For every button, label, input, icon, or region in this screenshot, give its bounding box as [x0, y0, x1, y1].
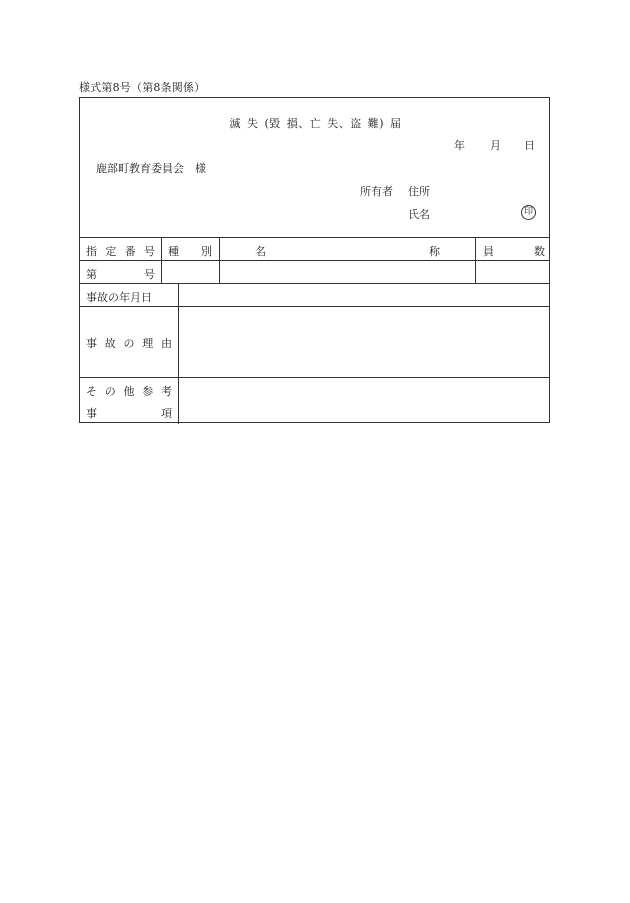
accident-date-label: 事故の年月日 — [86, 291, 152, 304]
other-notes-label-line2: 事 項 — [86, 407, 172, 420]
table-line — [80, 260, 549, 261]
form-title: 滅 失 (毀 損、亡 失、盗 難) 届 — [229, 117, 402, 130]
header-designation-number: 指 定 番 号 — [86, 245, 155, 258]
form-number: 様式第8号（第8条関係） — [79, 81, 206, 94]
date-year-label: 年 — [454, 139, 465, 152]
header-count: 員 数 — [483, 245, 545, 258]
table-divider — [178, 283, 179, 424]
seal-mark: 印 — [521, 205, 536, 220]
header-name: 名 称 — [255, 245, 440, 258]
name-label: 氏名 — [408, 208, 430, 221]
header-type: 種 別 — [168, 245, 212, 258]
date-day-label: 日 — [524, 139, 535, 152]
table-line — [80, 377, 549, 378]
table-divider — [161, 237, 162, 284]
accident-reason-label: 事 故 の 理 由 — [86, 337, 172, 350]
table-line — [80, 283, 549, 284]
form-frame — [79, 97, 550, 423]
address-label: 住所 — [408, 185, 430, 198]
owner-label: 所有者 — [360, 185, 393, 198]
other-notes-label-line1: そ の 他 参 考 — [86, 385, 172, 398]
table-line — [80, 306, 549, 307]
date-month-label: 月 — [490, 139, 501, 152]
table-top-line — [80, 237, 549, 238]
number-row-label: 第 号 — [86, 268, 155, 281]
table-divider — [475, 237, 476, 284]
table-divider — [219, 237, 220, 284]
recipient: 鹿部町教育委員会 様 — [96, 162, 206, 175]
